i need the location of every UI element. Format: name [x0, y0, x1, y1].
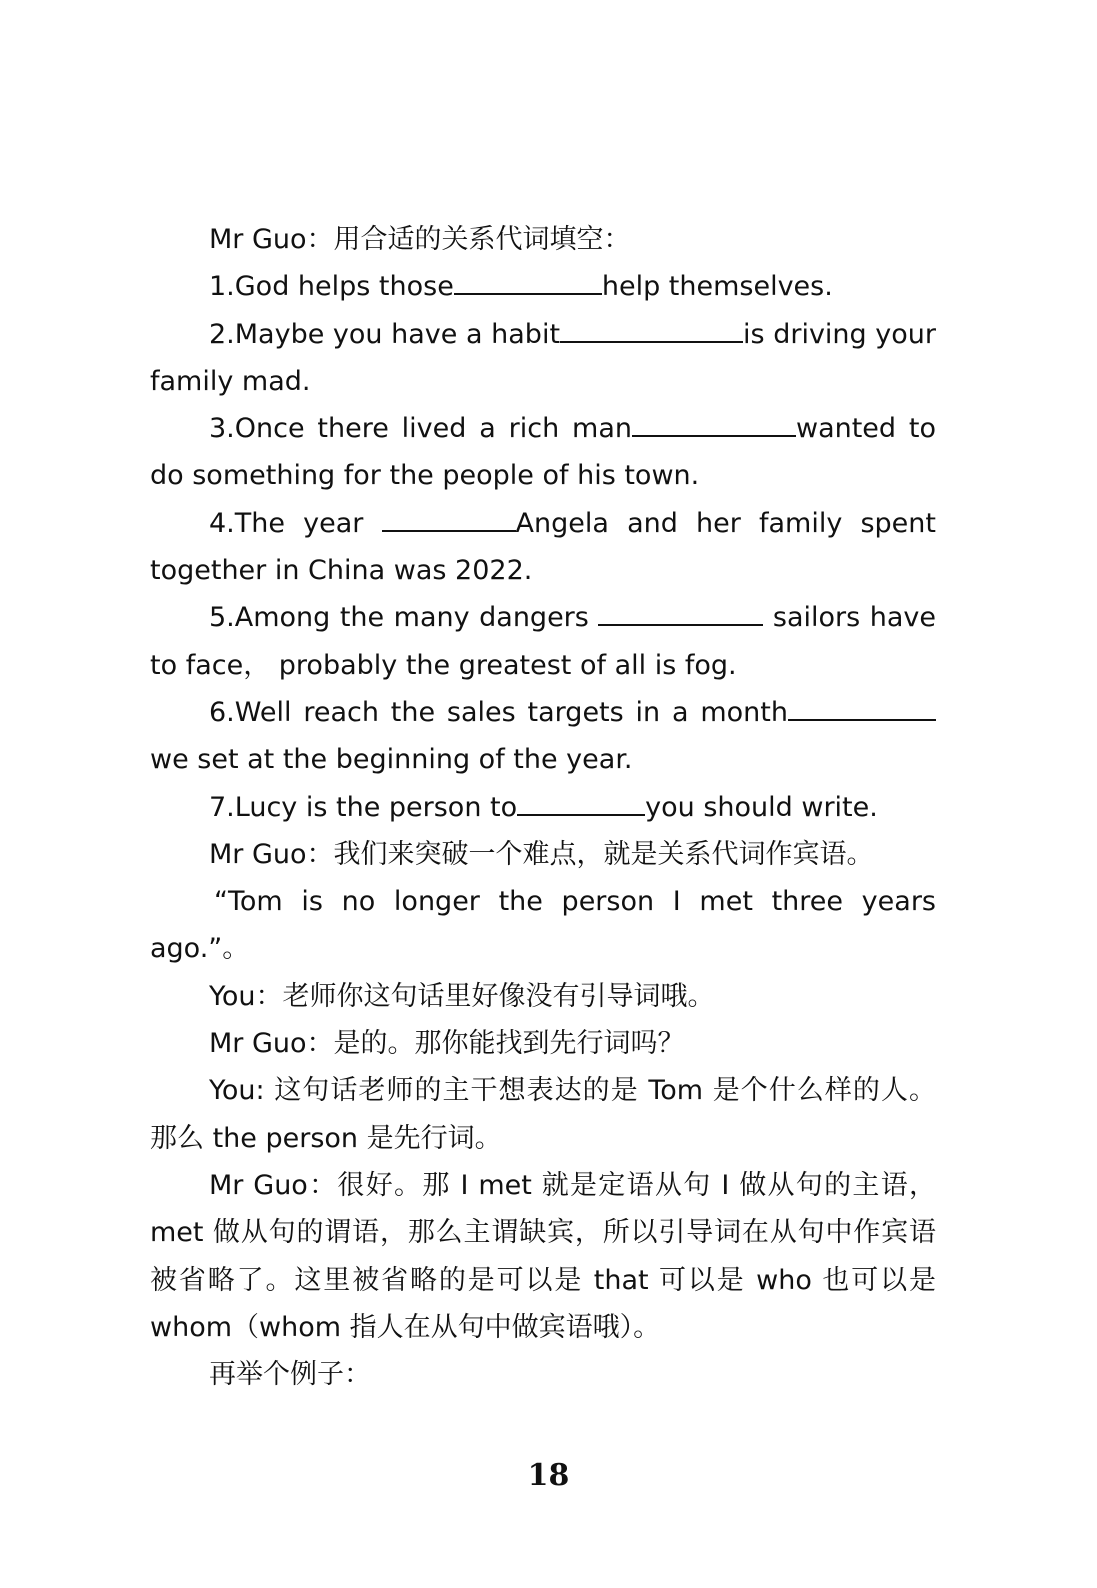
question-3 — [150, 405, 936, 500]
question-text: is driving your family mad. — [150, 318, 936, 397]
question-text: wanted to do something for the people of his town. — [150, 413, 937, 492]
speaker-name: Mr Guo — [209, 1169, 308, 1201]
question-text: we set at the beginning of the year. — [150, 744, 633, 776]
dialogue-line — [150, 831, 936, 878]
question-text: 3.Once there lived a rich man — [209, 413, 632, 445]
question-5 — [150, 594, 936, 689]
question-7 — [150, 784, 936, 831]
question-text: 1.God helps those — [209, 271, 454, 303]
dialogue-text: ：老师你这句话里好像没有引导词哦。 — [255, 980, 715, 1012]
question-text: 5.Among the many dangers — [209, 602, 599, 634]
dialogue-line — [150, 1067, 936, 1162]
question-text: you should write. — [645, 791, 878, 823]
dialogue-text: ：很好。那 I met 就是定语从句 I 做从句的主语，met 做从句的谓语，那么主谓缺宾，所以引导词在从句中作宾语被省略了。这里被省略的是可以是 that 可以是 who 也可以是 whom（whom 指人在从句中做宾语哦）。 — [150, 1169, 936, 1343]
dialogue-line — [150, 1020, 936, 1067]
dialogue-line: 再举个例子： — [209, 1359, 371, 1391]
dialogue-text: ：是的。那你能找到先行词吗？ — [306, 1028, 685, 1060]
question-text: sailors have to face， probably the greatest of all is fog. — [150, 602, 937, 681]
answer-blank[interactable] — [632, 411, 796, 437]
page-number: 18 — [527, 1458, 570, 1493]
question-text: 2.Maybe you have a habit — [209, 318, 561, 350]
speaker-name: Mr Guo — [209, 1028, 307, 1060]
question-text: help themselves. — [601, 271, 833, 303]
question-text: 4.The year — [209, 507, 382, 539]
question-6 — [150, 689, 936, 784]
document-body — [150, 216, 936, 1398]
speaker-name: Mr Guo — [209, 838, 307, 870]
dialogue-text: : 这句话老师的主干想表达的是 Tom 是个什么样的人。那么 the person 是先行词。 — [150, 1075, 936, 1154]
question-2 — [150, 311, 936, 406]
speaker-name: You — [209, 980, 256, 1012]
dialogue-line — [150, 1162, 936, 1351]
answer-blank[interactable] — [788, 695, 936, 721]
answer-blank[interactable] — [560, 317, 743, 343]
answer-blank[interactable] — [517, 790, 645, 816]
answer-blank[interactable] — [454, 269, 602, 295]
dialogue-text: ：我们来突破一个难点，就是关系代词作宾语。 — [306, 838, 874, 870]
question-4 — [150, 500, 936, 595]
question-text: 7.Lucy is the person to — [209, 791, 518, 823]
example-sentence: “Tom is no longer the person I met three years ago.”。 — [150, 886, 936, 965]
question-text: Angela and her family spent together in China was 2022. — [150, 507, 936, 587]
dialogue-text: ：用合适的关系代词填空： — [306, 224, 631, 255]
dialogue-line — [150, 216, 936, 263]
question-text: 6.Well reach the sales targets in a month — [209, 696, 788, 728]
question-1 — [150, 263, 936, 310]
answer-blank[interactable] — [598, 600, 763, 626]
speaker-name: Mr Guo — [209, 224, 307, 255]
dialogue-line — [150, 973, 936, 1020]
speaker-name: You — [209, 1075, 256, 1107]
answer-blank[interactable] — [382, 506, 516, 532]
